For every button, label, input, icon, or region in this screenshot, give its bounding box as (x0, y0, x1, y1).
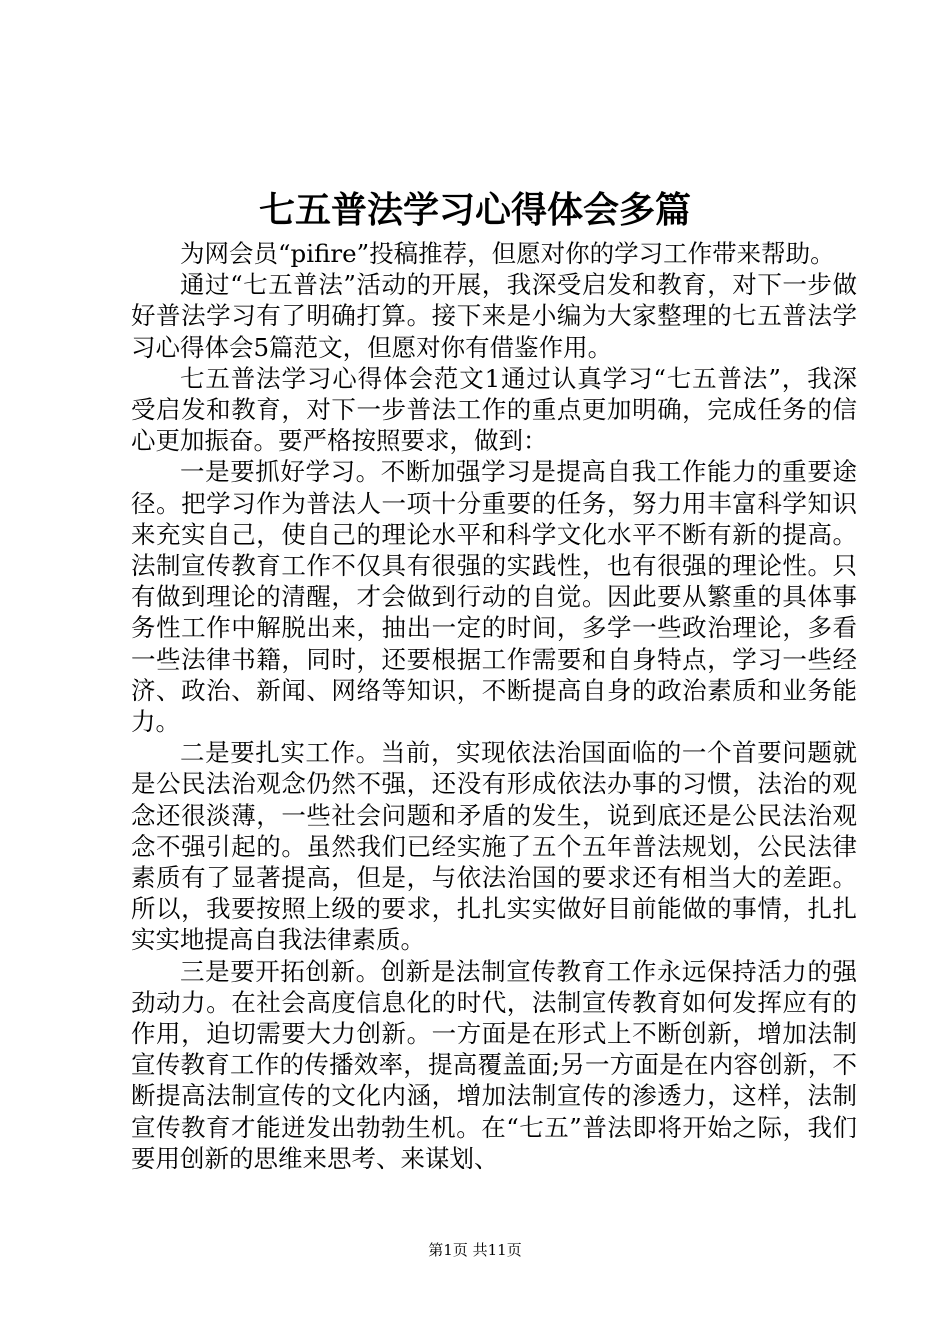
paragraph-overview: 通过“七五普法”活动的开展，我深受启发和教育，对下一步做好普法学习有了明确打算。接下来是小编为大家整理的七五普法学习心得体会5篇范文，但愿对你有借鉴作用。 (131, 270, 857, 362)
paragraph-intro: 为网会员“pifire”投稿推荐，但愿对你的学习工作带来帮助。 (180, 239, 835, 268)
paragraph-point-3: 三是要开拓创新。创新是法制宣传教育工作永远保持活力的强劲动力。在社会高度信息化的时代，法制宣传教育如何发挥应有的作用，迫切需要大力创新。一方面是在形式上不断创新，增加法制宣传教育工作的传播效率，提高覆盖面;另一方面是在内容创新，不断提高法制宣传的文化内涵，增加法制宣传的渗透力，这样，法制宣传教育才能迸发出勃勃生机。在“七五”普法即将开始之际，我们要用创新的思维来思考、来谋划、 (131, 956, 857, 1173)
paragraph-essay-1-intro: 七五普法学习心得体会范文1通过认真学习“七五普法”，我深受启发和教育，对下一步普法工作的重点更加明确，完成任务的信心更加振奋。要严格按照要求，做到： (131, 363, 857, 456)
paragraph-point-1: 一是要抓好学习。不断加强学习是提高自我工作能力的重要途径。把学习作为普法人一项十分重要的任务，努力用丰富科学知识来充实自己，使自己的理论水平和科学文化水平不断有新的提高。法制宣传教育工作不仅具有很强的实践性，也有很强的理论性。只有做到理论的清醒，才会做到行动的自觉。因此要从繁重的具体事务性工作中解脱出来，抽出一定的时间，多学一些政治理论，多看一些法律书籍，同时，还要根据工作需要和自身特点，学习一些经济、政治、新闻、网络等知识，不断提高自身的政治素质和业务能力。 (131, 457, 857, 737)
paragraph-point-2: 二是要扎实工作。当前，实现依法治国面临的一个首要问题就是公民法治观念仍然不强，还没有形成依法办事的习惯，法治的观念还很淡薄，一些社会问题和矛盾的发生，说到底还是公民法治观念不强引起的。虽然我们已经实施了五个五年普法规划，公民法律素质有了显著提高，但是，与依法治国的要求还有相当大的差距。所以，我要按照上级的要求，扎扎实实做好目前能做的事情，扎扎实实地提高自我法律素质。 (131, 738, 857, 955)
document-body (131, 238, 857, 1174)
page-title: 七五普法学习心得体会多篇 (258, 189, 691, 231)
page-number-footer: 第1页 共11页 (428, 1241, 522, 1259)
